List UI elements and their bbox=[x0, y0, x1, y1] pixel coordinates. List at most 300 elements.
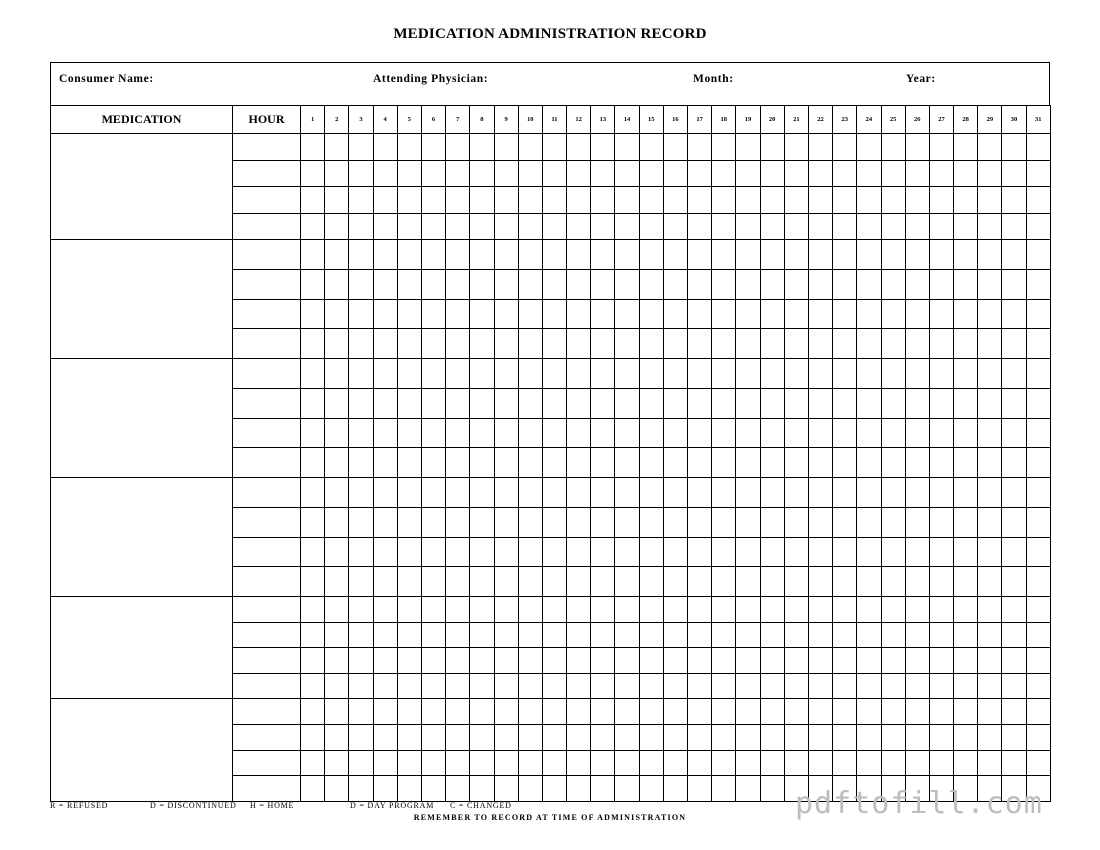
day-cell[interactable] bbox=[905, 699, 929, 725]
day-cell[interactable] bbox=[301, 418, 325, 448]
day-cell[interactable] bbox=[542, 724, 566, 750]
hour-cell[interactable] bbox=[233, 213, 301, 240]
day-cell[interactable] bbox=[857, 724, 881, 750]
day-cell[interactable] bbox=[373, 269, 397, 299]
day-cell[interactable] bbox=[954, 597, 978, 623]
day-cell[interactable] bbox=[397, 750, 421, 776]
day-cell[interactable] bbox=[518, 418, 542, 448]
day-cell[interactable] bbox=[1002, 329, 1026, 359]
day-cell[interactable] bbox=[542, 750, 566, 776]
day-cell[interactable] bbox=[712, 776, 736, 802]
day-cell[interactable] bbox=[712, 699, 736, 725]
day-cell[interactable] bbox=[760, 187, 784, 214]
day-cell[interactable] bbox=[712, 329, 736, 359]
day-cell[interactable] bbox=[446, 622, 470, 648]
day-cell[interactable] bbox=[688, 388, 712, 418]
day-cell[interactable] bbox=[615, 622, 639, 648]
day-cell[interactable] bbox=[494, 418, 518, 448]
day-cell[interactable] bbox=[325, 537, 349, 567]
day-cell[interactable] bbox=[373, 388, 397, 418]
day-cell[interactable] bbox=[784, 673, 808, 699]
day-cell[interactable] bbox=[663, 329, 687, 359]
day-cell[interactable] bbox=[1026, 448, 1050, 478]
day-cell[interactable] bbox=[421, 448, 445, 478]
day-cell[interactable] bbox=[688, 478, 712, 508]
day-cell[interactable] bbox=[857, 240, 881, 270]
day-cell[interactable] bbox=[905, 537, 929, 567]
day-cell[interactable] bbox=[446, 537, 470, 567]
day-cell[interactable] bbox=[325, 699, 349, 725]
day-cell[interactable] bbox=[639, 699, 663, 725]
day-cell[interactable] bbox=[881, 160, 905, 187]
day-cell[interactable] bbox=[567, 776, 591, 802]
day-cell[interactable] bbox=[301, 213, 325, 240]
day-cell[interactable] bbox=[978, 299, 1002, 329]
day-cell[interactable] bbox=[542, 597, 566, 623]
day-cell[interactable] bbox=[808, 418, 832, 448]
day-cell[interactable] bbox=[929, 388, 953, 418]
day-cell[interactable] bbox=[639, 537, 663, 567]
day-cell[interactable] bbox=[833, 622, 857, 648]
day-cell[interactable] bbox=[712, 134, 736, 161]
hour-cell[interactable] bbox=[233, 699, 301, 725]
day-cell[interactable] bbox=[325, 724, 349, 750]
day-cell[interactable] bbox=[663, 507, 687, 537]
day-cell[interactable] bbox=[905, 673, 929, 699]
day-cell[interactable] bbox=[978, 240, 1002, 270]
day-cell[interactable] bbox=[905, 622, 929, 648]
day-cell[interactable] bbox=[954, 388, 978, 418]
day-cell[interactable] bbox=[591, 673, 615, 699]
day-cell[interactable] bbox=[857, 699, 881, 725]
day-cell[interactable] bbox=[542, 388, 566, 418]
day-cell[interactable] bbox=[978, 648, 1002, 674]
day-cell[interactable] bbox=[349, 269, 373, 299]
day-cell[interactable] bbox=[397, 160, 421, 187]
day-cell[interactable] bbox=[905, 359, 929, 389]
medication-cell[interactable] bbox=[51, 240, 233, 359]
day-cell[interactable] bbox=[494, 622, 518, 648]
day-cell[interactable] bbox=[1026, 418, 1050, 448]
day-cell[interactable] bbox=[736, 240, 760, 270]
day-cell[interactable] bbox=[494, 240, 518, 270]
day-cell[interactable] bbox=[639, 187, 663, 214]
day-cell[interactable] bbox=[1002, 507, 1026, 537]
hour-cell[interactable] bbox=[233, 622, 301, 648]
day-cell[interactable] bbox=[639, 388, 663, 418]
day-cell[interactable] bbox=[494, 388, 518, 418]
day-cell[interactable] bbox=[373, 329, 397, 359]
day-cell[interactable] bbox=[301, 187, 325, 214]
day-cell[interactable] bbox=[663, 673, 687, 699]
day-cell[interactable] bbox=[446, 269, 470, 299]
day-cell[interactable] bbox=[833, 724, 857, 750]
day-cell[interactable] bbox=[833, 388, 857, 418]
day-cell[interactable] bbox=[373, 418, 397, 448]
day-cell[interactable] bbox=[978, 160, 1002, 187]
day-cell[interactable] bbox=[567, 329, 591, 359]
day-cell[interactable] bbox=[615, 388, 639, 418]
day-cell[interactable] bbox=[978, 597, 1002, 623]
day-cell[interactable] bbox=[784, 299, 808, 329]
day-cell[interactable] bbox=[857, 134, 881, 161]
medication-cell[interactable] bbox=[51, 478, 233, 597]
day-cell[interactable] bbox=[929, 478, 953, 508]
day-cell[interactable] bbox=[542, 622, 566, 648]
day-cell[interactable] bbox=[881, 597, 905, 623]
day-cell[interactable] bbox=[639, 776, 663, 802]
day-cell[interactable] bbox=[446, 750, 470, 776]
day-cell[interactable] bbox=[349, 537, 373, 567]
day-cell[interactable] bbox=[808, 724, 832, 750]
day-cell[interactable] bbox=[663, 478, 687, 508]
hour-cell[interactable] bbox=[233, 160, 301, 187]
day-cell[interactable] bbox=[421, 160, 445, 187]
day-cell[interactable] bbox=[978, 537, 1002, 567]
day-cell[interactable] bbox=[808, 507, 832, 537]
day-cell[interactable] bbox=[421, 537, 445, 567]
day-cell[interactable] bbox=[1002, 299, 1026, 329]
day-cell[interactable] bbox=[857, 213, 881, 240]
day-cell[interactable] bbox=[518, 160, 542, 187]
day-cell[interactable] bbox=[954, 187, 978, 214]
day-cell[interactable] bbox=[567, 537, 591, 567]
day-cell[interactable] bbox=[373, 134, 397, 161]
day-cell[interactable] bbox=[325, 448, 349, 478]
day-cell[interactable] bbox=[494, 299, 518, 329]
day-cell[interactable] bbox=[567, 567, 591, 597]
day-cell[interactable] bbox=[325, 213, 349, 240]
day-cell[interactable] bbox=[929, 648, 953, 674]
day-cell[interactable] bbox=[373, 187, 397, 214]
day-cell[interactable] bbox=[446, 478, 470, 508]
day-cell[interactable] bbox=[615, 299, 639, 329]
hour-cell[interactable] bbox=[233, 359, 301, 389]
day-cell[interactable] bbox=[1002, 240, 1026, 270]
day-cell[interactable] bbox=[349, 567, 373, 597]
day-cell[interactable] bbox=[567, 187, 591, 214]
day-cell[interactable] bbox=[542, 160, 566, 187]
day-cell[interactable] bbox=[615, 537, 639, 567]
day-cell[interactable] bbox=[833, 134, 857, 161]
day-cell[interactable] bbox=[736, 299, 760, 329]
day-cell[interactable] bbox=[857, 478, 881, 508]
day-cell[interactable] bbox=[494, 269, 518, 299]
day-cell[interactable] bbox=[373, 507, 397, 537]
day-cell[interactable] bbox=[833, 567, 857, 597]
hour-cell[interactable] bbox=[233, 187, 301, 214]
day-cell[interactable] bbox=[639, 724, 663, 750]
day-cell[interactable] bbox=[567, 388, 591, 418]
day-cell[interactable] bbox=[1002, 388, 1026, 418]
day-cell[interactable] bbox=[494, 597, 518, 623]
day-cell[interactable] bbox=[639, 269, 663, 299]
day-cell[interactable] bbox=[760, 673, 784, 699]
day-cell[interactable] bbox=[446, 388, 470, 418]
day-cell[interactable] bbox=[494, 673, 518, 699]
day-cell[interactable] bbox=[833, 648, 857, 674]
day-cell[interactable] bbox=[881, 418, 905, 448]
day-cell[interactable] bbox=[349, 359, 373, 389]
day-cell[interactable] bbox=[301, 724, 325, 750]
day-cell[interactable] bbox=[349, 699, 373, 725]
day-cell[interactable] bbox=[954, 240, 978, 270]
day-cell[interactable] bbox=[421, 724, 445, 750]
day-cell[interactable] bbox=[421, 478, 445, 508]
day-cell[interactable] bbox=[857, 507, 881, 537]
day-cell[interactable] bbox=[591, 329, 615, 359]
day-cell[interactable] bbox=[978, 724, 1002, 750]
day-cell[interactable] bbox=[397, 240, 421, 270]
day-cell[interactable] bbox=[373, 299, 397, 329]
day-cell[interactable] bbox=[978, 673, 1002, 699]
day-cell[interactable] bbox=[639, 448, 663, 478]
day-cell[interactable] bbox=[712, 648, 736, 674]
day-cell[interactable] bbox=[446, 329, 470, 359]
medication-cell[interactable] bbox=[51, 359, 233, 478]
day-cell[interactable] bbox=[857, 388, 881, 418]
day-cell[interactable] bbox=[688, 724, 712, 750]
day-cell[interactable] bbox=[688, 699, 712, 725]
day-cell[interactable] bbox=[1002, 648, 1026, 674]
day-cell[interactable] bbox=[688, 160, 712, 187]
day-cell[interactable] bbox=[688, 776, 712, 802]
day-cell[interactable] bbox=[542, 269, 566, 299]
day-cell[interactable] bbox=[881, 648, 905, 674]
day-cell[interactable] bbox=[857, 359, 881, 389]
day-cell[interactable] bbox=[857, 537, 881, 567]
day-cell[interactable] bbox=[881, 507, 905, 537]
day-cell[interactable] bbox=[591, 750, 615, 776]
day-cell[interactable] bbox=[349, 240, 373, 270]
day-cell[interactable] bbox=[494, 329, 518, 359]
day-cell[interactable] bbox=[397, 187, 421, 214]
day-cell[interactable] bbox=[470, 269, 494, 299]
day-cell[interactable] bbox=[688, 240, 712, 270]
day-cell[interactable] bbox=[954, 622, 978, 648]
day-cell[interactable] bbox=[688, 567, 712, 597]
day-cell[interactable] bbox=[470, 160, 494, 187]
day-cell[interactable] bbox=[470, 648, 494, 674]
day-cell[interactable] bbox=[905, 240, 929, 270]
day-cell[interactable] bbox=[325, 388, 349, 418]
day-cell[interactable] bbox=[470, 187, 494, 214]
day-cell[interactable] bbox=[518, 359, 542, 389]
day-cell[interactable] bbox=[736, 187, 760, 214]
day-cell[interactable] bbox=[712, 299, 736, 329]
day-cell[interactable] bbox=[784, 448, 808, 478]
day-cell[interactable] bbox=[591, 478, 615, 508]
day-cell[interactable] bbox=[567, 507, 591, 537]
day-cell[interactable] bbox=[688, 622, 712, 648]
day-cell[interactable] bbox=[978, 699, 1002, 725]
day-cell[interactable] bbox=[784, 388, 808, 418]
hour-cell[interactable] bbox=[233, 448, 301, 478]
day-cell[interactable] bbox=[833, 448, 857, 478]
day-cell[interactable] bbox=[712, 388, 736, 418]
day-cell[interactable] bbox=[736, 359, 760, 389]
day-cell[interactable] bbox=[663, 213, 687, 240]
day-cell[interactable] bbox=[929, 448, 953, 478]
day-cell[interactable] bbox=[470, 448, 494, 478]
day-cell[interactable] bbox=[301, 160, 325, 187]
day-cell[interactable] bbox=[639, 750, 663, 776]
day-cell[interactable] bbox=[421, 269, 445, 299]
day-cell[interactable] bbox=[446, 724, 470, 750]
day-cell[interactable] bbox=[639, 299, 663, 329]
day-cell[interactable] bbox=[591, 448, 615, 478]
day-cell[interactable] bbox=[567, 648, 591, 674]
day-cell[interactable] bbox=[688, 299, 712, 329]
day-cell[interactable] bbox=[615, 418, 639, 448]
day-cell[interactable] bbox=[615, 478, 639, 508]
hour-cell[interactable] bbox=[233, 724, 301, 750]
day-cell[interactable] bbox=[518, 240, 542, 270]
day-cell[interactable] bbox=[688, 134, 712, 161]
day-cell[interactable] bbox=[567, 418, 591, 448]
day-cell[interactable] bbox=[978, 448, 1002, 478]
day-cell[interactable] bbox=[905, 299, 929, 329]
day-cell[interactable] bbox=[929, 567, 953, 597]
day-cell[interactable] bbox=[470, 750, 494, 776]
day-cell[interactable] bbox=[421, 673, 445, 699]
day-cell[interactable] bbox=[1026, 187, 1050, 214]
day-cell[interactable] bbox=[494, 648, 518, 674]
day-cell[interactable] bbox=[736, 537, 760, 567]
day-cell[interactable] bbox=[1026, 160, 1050, 187]
day-cell[interactable] bbox=[373, 213, 397, 240]
day-cell[interactable] bbox=[929, 673, 953, 699]
day-cell[interactable] bbox=[808, 329, 832, 359]
day-cell[interactable] bbox=[736, 776, 760, 802]
day-cell[interactable] bbox=[978, 478, 1002, 508]
day-cell[interactable] bbox=[1002, 537, 1026, 567]
day-cell[interactable] bbox=[954, 699, 978, 725]
day-cell[interactable] bbox=[591, 567, 615, 597]
day-cell[interactable] bbox=[615, 699, 639, 725]
day-cell[interactable] bbox=[736, 448, 760, 478]
day-cell[interactable] bbox=[470, 699, 494, 725]
day-cell[interactable] bbox=[518, 597, 542, 623]
day-cell[interactable] bbox=[301, 240, 325, 270]
day-cell[interactable] bbox=[470, 359, 494, 389]
day-cell[interactable] bbox=[954, 648, 978, 674]
day-cell[interactable] bbox=[688, 537, 712, 567]
day-cell[interactable] bbox=[518, 776, 542, 802]
day-cell[interactable] bbox=[494, 567, 518, 597]
day-cell[interactable] bbox=[1026, 240, 1050, 270]
day-cell[interactable] bbox=[833, 187, 857, 214]
day-cell[interactable] bbox=[688, 187, 712, 214]
day-cell[interactable] bbox=[421, 418, 445, 448]
day-cell[interactable] bbox=[760, 537, 784, 567]
day-cell[interactable] bbox=[808, 648, 832, 674]
day-cell[interactable] bbox=[470, 240, 494, 270]
day-cell[interactable] bbox=[1002, 478, 1026, 508]
day-cell[interactable] bbox=[1026, 648, 1050, 674]
day-cell[interactable] bbox=[591, 187, 615, 214]
day-cell[interactable] bbox=[567, 448, 591, 478]
day-cell[interactable] bbox=[591, 240, 615, 270]
day-cell[interactable] bbox=[1002, 359, 1026, 389]
day-cell[interactable] bbox=[301, 750, 325, 776]
day-cell[interactable] bbox=[1002, 699, 1026, 725]
day-cell[interactable] bbox=[373, 673, 397, 699]
day-cell[interactable] bbox=[929, 359, 953, 389]
day-cell[interactable] bbox=[808, 134, 832, 161]
day-cell[interactable] bbox=[397, 507, 421, 537]
day-cell[interactable] bbox=[905, 418, 929, 448]
day-cell[interactable] bbox=[833, 269, 857, 299]
day-cell[interactable] bbox=[542, 478, 566, 508]
day-cell[interactable] bbox=[663, 699, 687, 725]
day-cell[interactable] bbox=[373, 448, 397, 478]
day-cell[interactable] bbox=[325, 299, 349, 329]
day-cell[interactable] bbox=[929, 699, 953, 725]
day-cell[interactable] bbox=[518, 213, 542, 240]
day-cell[interactable] bbox=[470, 597, 494, 623]
day-cell[interactable] bbox=[518, 329, 542, 359]
day-cell[interactable] bbox=[591, 537, 615, 567]
day-cell[interactable] bbox=[688, 359, 712, 389]
day-cell[interactable] bbox=[808, 299, 832, 329]
day-cell[interactable] bbox=[494, 750, 518, 776]
day-cell[interactable] bbox=[639, 597, 663, 623]
day-cell[interactable] bbox=[663, 448, 687, 478]
day-cell[interactable] bbox=[301, 329, 325, 359]
day-cell[interactable] bbox=[857, 567, 881, 597]
day-cell[interactable] bbox=[736, 478, 760, 508]
day-cell[interactable] bbox=[905, 187, 929, 214]
day-cell[interactable] bbox=[518, 134, 542, 161]
day-cell[interactable] bbox=[760, 388, 784, 418]
day-cell[interactable] bbox=[1026, 213, 1050, 240]
day-cell[interactable] bbox=[905, 750, 929, 776]
day-cell[interactable] bbox=[446, 418, 470, 448]
day-cell[interactable] bbox=[397, 299, 421, 329]
day-cell[interactable] bbox=[325, 567, 349, 597]
day-cell[interactable] bbox=[905, 507, 929, 537]
day-cell[interactable] bbox=[397, 134, 421, 161]
day-cell[interactable] bbox=[325, 160, 349, 187]
day-cell[interactable] bbox=[349, 329, 373, 359]
day-cell[interactable] bbox=[1002, 673, 1026, 699]
day-cell[interactable] bbox=[954, 750, 978, 776]
day-cell[interactable] bbox=[615, 567, 639, 597]
day-cell[interactable] bbox=[954, 673, 978, 699]
day-cell[interactable] bbox=[784, 478, 808, 508]
hour-cell[interactable] bbox=[233, 567, 301, 597]
day-cell[interactable] bbox=[978, 507, 1002, 537]
day-cell[interactable] bbox=[833, 299, 857, 329]
day-cell[interactable] bbox=[663, 724, 687, 750]
day-cell[interactable] bbox=[494, 507, 518, 537]
medication-cell[interactable] bbox=[51, 699, 233, 802]
day-cell[interactable] bbox=[663, 567, 687, 597]
day-cell[interactable] bbox=[833, 699, 857, 725]
day-cell[interactable] bbox=[349, 448, 373, 478]
day-cell[interactable] bbox=[712, 418, 736, 448]
day-cell[interactable] bbox=[349, 648, 373, 674]
day-cell[interactable] bbox=[978, 750, 1002, 776]
day-cell[interactable] bbox=[881, 134, 905, 161]
day-cell[interactable] bbox=[1026, 359, 1050, 389]
day-cell[interactable] bbox=[857, 622, 881, 648]
day-cell[interactable] bbox=[857, 448, 881, 478]
day-cell[interactable] bbox=[373, 240, 397, 270]
day-cell[interactable] bbox=[470, 567, 494, 597]
day-cell[interactable] bbox=[349, 388, 373, 418]
